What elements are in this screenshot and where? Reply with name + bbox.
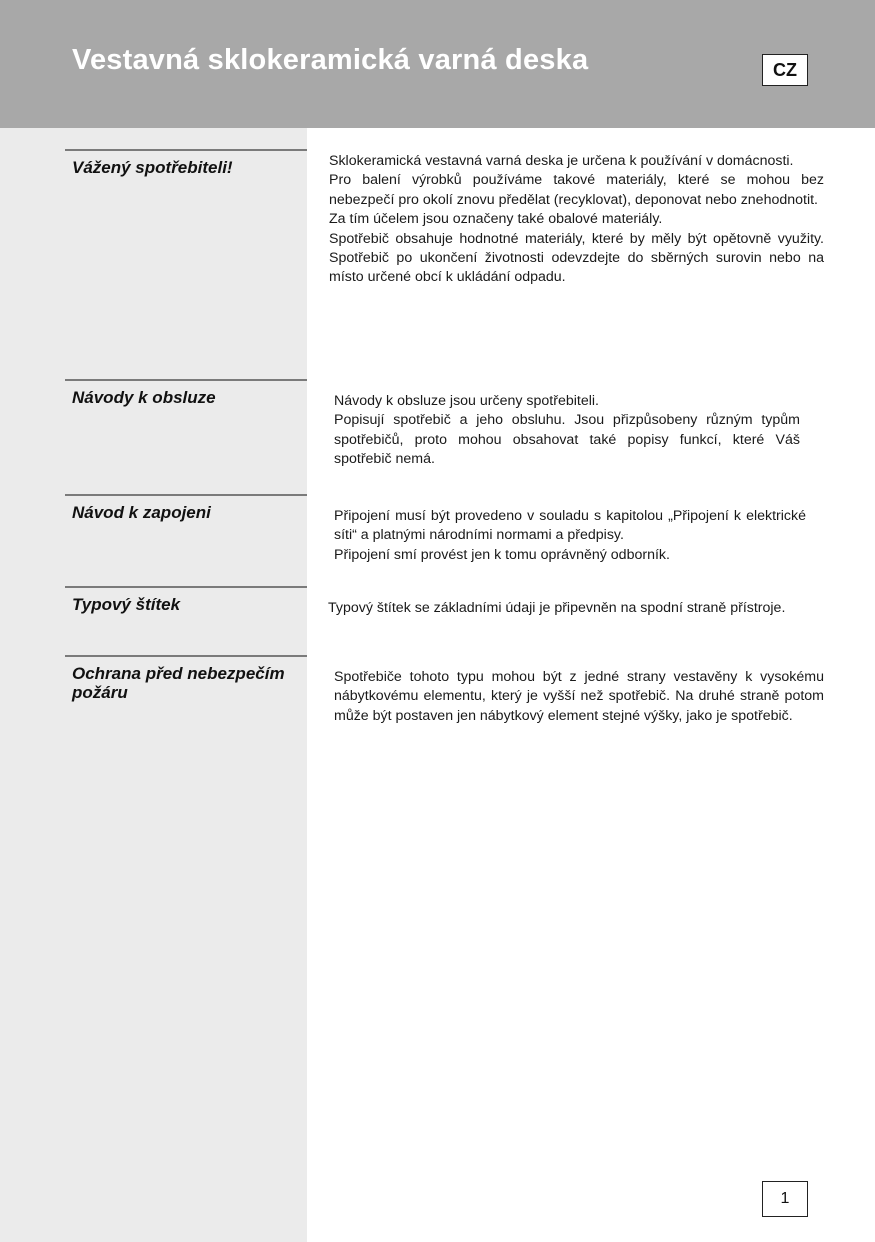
section-text-connection-instructions	[334, 507, 806, 565]
paragraph: Popisují spotřebič a jeho obsluhu. Jsou přizpůsobeny různým typům spotřebičů, proto mohou obsahovat také popisy funkcí, které Váš spotřebič nemá.	[334, 412, 800, 468]
paragraph: Za tím účelem jsou označeny také obalové materiály.	[329, 211, 663, 228]
section-text-fire-protection	[334, 668, 824, 726]
section-text-rating-plate	[328, 597, 800, 620]
paragraph: Připojení smí provést jen k tomu oprávněný odborník.	[334, 546, 670, 563]
page-number: 1	[762, 1181, 808, 1217]
section-text-operating-instructions	[334, 392, 800, 470]
paragraph: Připojení musí být provedeno v souladu s kapitolou „Připojení k elektrické síti“ a platnými národními normami a předpisy.	[334, 508, 806, 544]
section-heading-connection-instructions: Návod k zapojeni	[65, 494, 307, 522]
section-heading-fire-protection: Ochrana před nebezpečím požáru	[65, 655, 307, 702]
section-heading-operating-instructions: Návody k obsluze	[65, 379, 307, 407]
paragraph: Návody k obsluze jsou určeny spotřebiteli.	[334, 393, 599, 409]
paragraph: Typový štítek se základními údaji je připevněn na spodní straně přístroje.	[328, 600, 786, 616]
language-badge: CZ	[762, 54, 808, 86]
paragraph: Sklokeramická vestavná varná deska je určena k používání v domácnosti.	[329, 153, 794, 169]
section-heading-dear-customer: Vážený spotřebiteli!	[65, 149, 307, 177]
paragraph: Spotřebiče tohoto typu mohou být z jedné strany vestavěny k vysokému nábytkovému elementu, který je vyšší než spotřebič. Na druhé straně potom může být postaven jen nábytkový element stejné výšky, jako je spotřebič.	[334, 669, 824, 724]
section-text-dear-customer	[329, 152, 824, 288]
page-title: Vestavná sklokeramická varná deska	[72, 44, 589, 76]
section-heading-rating-plate: Typový štítek	[65, 586, 307, 614]
page-header	[0, 0, 875, 128]
paragraph: Spotřebič obsahuje hodnotné materiály, které by měly být opětovně využity. Spotřebič po ukončení životnosti odevzdejte do sběrných surovin nebo na místo určené obcí k ukládání odpadu.	[329, 230, 824, 286]
paragraph: Pro balení výrobků používáme takové materiály, které se mohou bez nebezpečí pro okolí znovu předělat (recyklovat), deponovat nebo znehodnotit.	[329, 172, 824, 208]
